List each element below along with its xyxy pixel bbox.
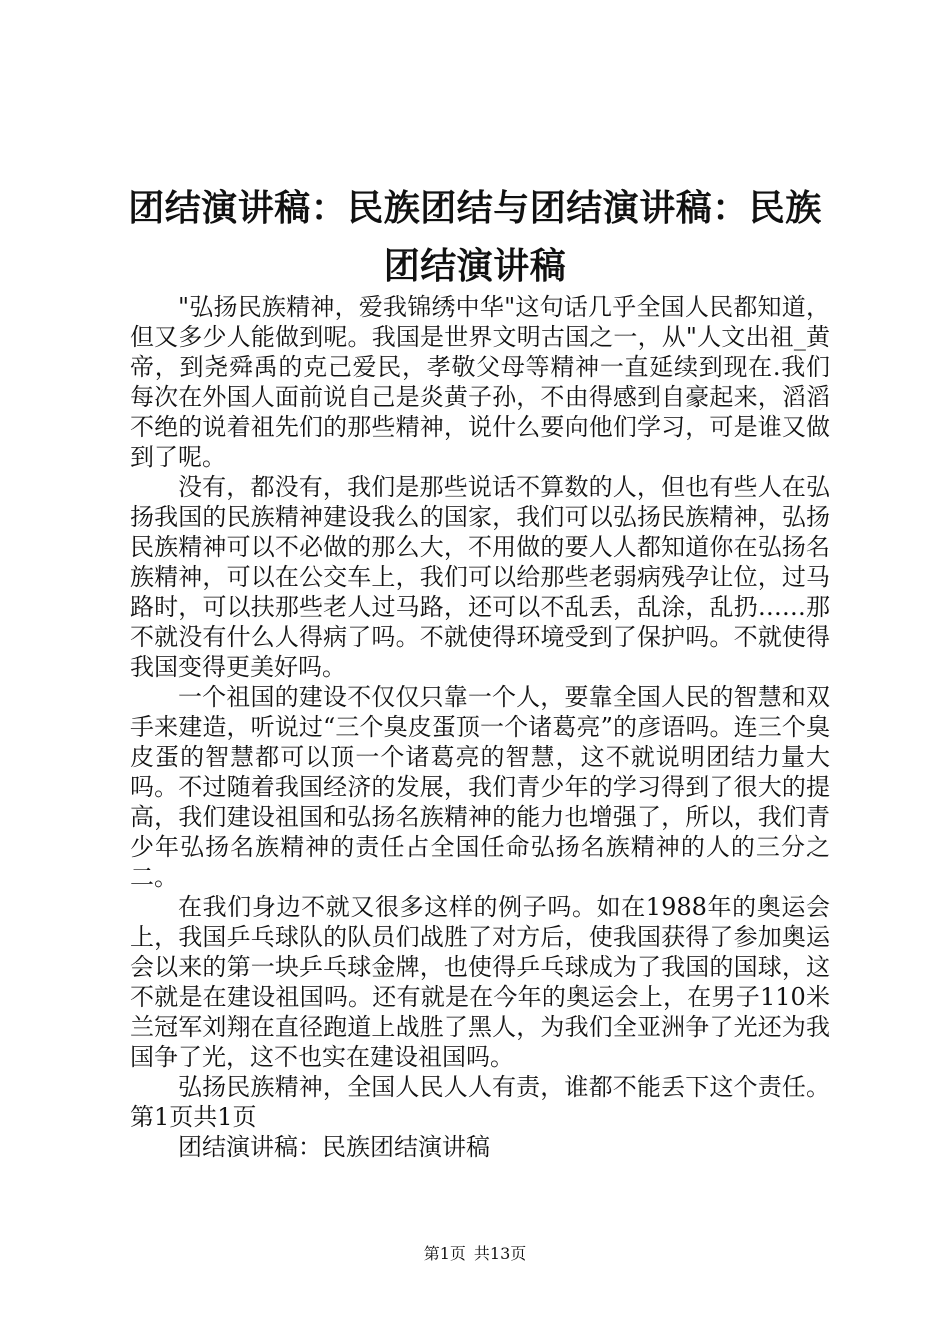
body-paragraph-1: "弘扬民族精神，爱我锦绣中华"这句话几乎全国人民都知道，但又多少人能做到呢。我国是世界文明古国之一，从"人文出祖_黄帝，到尧舜禹的克己爱民，孝敬父母等精神一直延续到现在.我们每次在外国人面前说自己是炎黄子孙，不由得感到自豪起来，滔滔不绝的说着祖先们的那些精神，说什么要向他们学习，可是谁又做到了呢。	[130, 293, 830, 471]
body-paragraph-4: 在我们身边不就又很多这样的例子吗。如在1988年的奥运会上，我国乒乓球队的队员们战胜了对方后，使我国获得了参加奥运会以来的第一块乒乓球金牌，也使得乒乓球成为了我国的国球，这不就是在建设祖国吗。还有就是在今年的奥运会上，在男子110米兰冠军刘翔在直径跑道上战胜了黑人，为我们全亚洲争了光还为我国争了光，这不也实在建设祖国吗。	[130, 893, 830, 1071]
page-number: 第1页	[423, 1244, 466, 1263]
body-paragraph-2: 没有，都没有，我们是那些说话不算数的人，但也有些人在弘扬我国的民族精神建设我么的国家，我们可以弘扬民族精神，弘扬民族精神可以不必做的那么大，不用做的要人人都知道你在弘扬名族精神，可以在公交车上，我们可以给那些老弱病残孕让位，过马路时，可以扶那些老人过马路，还可以不乱丢，乱涂，乱扔……那不就没有什么人得病了吗。不就使得环境受到了保护吗。不就使得我国变得更美好吗。	[130, 473, 830, 681]
body-paragraph-3: 一个祖国的建设不仅仅只靠一个人，要靠全国人民的智慧和双手来建造，听说过“三个臭皮蛋顶一个诸葛亮”的彦语吗。连三个臭皮蛋的智慧都可以顶一个诸葛亮的智慧，这不就说明团结力量大吗。不过随着我国经济的发展，我们青少年的学习得到了很大的提高，我们建设祖国和弘扬名族精神的能力也增强了，所以，我们青少年弘扬名族精神的责任占全国任命弘扬名族精神的人的三分之二。	[130, 683, 830, 891]
document-body	[130, 292, 830, 1162]
page-total: 共13页	[473, 1244, 527, 1263]
body-paragraph-6: 团结演讲稿：民族团结演讲稿	[178, 1133, 490, 1161]
page-footer	[0, 1244, 950, 1264]
body-paragraph-5: 弘扬民族精神，全国人民人人有责，谁都不能丢下这个责任。第1页共1页	[130, 1073, 830, 1131]
document-title: 团结演讲稿：民族团结与团结演讲稿：民族团结演讲稿	[128, 188, 822, 287]
